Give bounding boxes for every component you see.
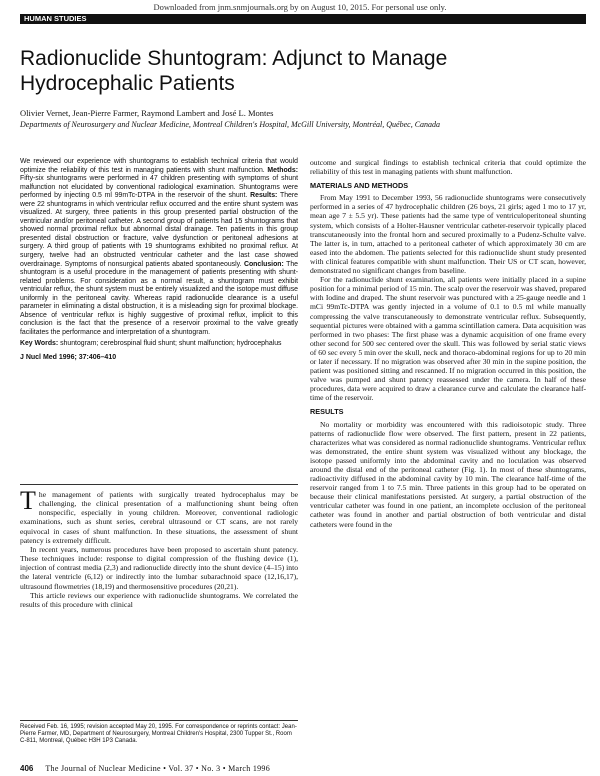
keywords-text: shuntogram; cerebrospinal fluid shunt; shunt malfunction; hydrocephalus <box>60 340 282 348</box>
materials-heading: MATERIALS AND METHODS <box>310 181 409 191</box>
abstract <box>20 158 298 363</box>
introduction <box>20 486 298 609</box>
footnote: Received Feb. 16, 1995; revision accepted May 20, 1995. For correspondence or reprints contact: Jean-Pierre Farmer, MD, Department of Neurosurgery, Montreal Children's Hospital, 2300 Tupper St., Room C-811, Montreal, Québec H3H 1P3 Canada. <box>20 720 298 746</box>
methods-paragraph-2: For the radionuclide shunt examination, all patients were initially placed in a supine position for a minimal period of 15 min. The scalp over the reservoir was shaved, prepared with Iodine and draped. The shunt reservoir was punctured with a 25-gauge needle and 1 mCi 99mTc-DTPA was gently injected in a volume of 0.1 to 0.5 ml while manually compressing the valve transcutaneously to demonstrate ventricular reflux. Subsequently, sequential pictures were obtained with a gamma scintillation camera. Data acquisition was performed in two phases: The first phase was a dynamic acquisition of one frame every other second for 500 sec centered over the skull. This was followed by serial static views of 60 sec every 5 min over the skull, neck and thoraco-abdominal regions for up to 20 min or later if necessary. If no migration was observed after 30 min in the supine position, the patient was positioned sitting and rescanned. If no migration occurred in this position, the valve was pumped and shunt patency reassessed under the camera. In half of these procedures, data were acquired to draw a clearance curve and calculate the clearance half-time of the reservoir. <box>310 275 586 403</box>
authors: Olivier Vernet, Jean-Pierre Farmer, Raymond Lambert and José L. Montes <box>20 108 274 118</box>
intro-paragraph-1: he management of patients with surgically treated hydrocephalus may be challenging, the clinical presentation of a malfunctioning shunt being often nonspecific, especially in young children. Moreover, conventional radiologic examinations, such as shunt series, cerebral ultrasound or CT scans, are not rarely equivocal in cases of shunt malfunction. In these situations, the assessment of shunt patency is extremely difficult. <box>20 490 298 545</box>
abstract-conclusion-label: Conclusion: <box>243 260 284 268</box>
abstract-methods-label: Methods: <box>267 166 299 174</box>
keywords-label: Key Words: <box>20 340 59 348</box>
abstract-conclusion: The shuntogram is a useful procedure in the management of patients presenting with shunt-related problems. For consideration as a normal result, a shuntogram must exhibit ventricular reflux, the shunt system must be entirely visualized and the isotope must diffuse uniformly in the peritoneal cavity. Whereas rapid radionuclide clearance is a useful parameter in eliminating a distal obstruction, it is a misleading sign for proximal blockage. Absence of ventricular reflux is highly suggestive of proximal reflux, implicit to this conclusion is the fact that the presence of a reservoir proximal to the valve greatly facilitates the performance and interpretation of a shuntogram. <box>20 260 298 336</box>
intro-paragraph-3: This article reviews our experience with radionuclide shuntograms. We correlated the results of this procedure with clinical <box>20 590 298 609</box>
page-footer <box>20 764 586 773</box>
section-label: HUMAN STUDIES <box>20 14 586 24</box>
abstract-results-label: Results: <box>250 192 278 200</box>
citation: J Nucl Med 1996; 37:406–410 <box>20 354 117 362</box>
intro-paragraph-2: In recent years, numerous procedures have been proposed to ascertain shunt patency. These techniques include: response to digital compression of the flushing device (1), injection of contrast media (2,3) and radionuclide directly into the shunt device (4–15) into the lateral ventricle (6,12) or indirectly into the lumbar subarachnoid space (12,16,17), ultrasound flowmetries (18,19) and thermosensitive procedures (20,21). <box>20 544 298 591</box>
intro-continued: outcome and surgical findings to establish technical criteria that could optimize the reliability of this test in managing patients with shunt malfunction. <box>310 158 586 177</box>
affiliation: Departments of Neurosurgery and Nuclear Medicine, Montreal Children's Hospital, McGill University, Montréal, Québec, Canada <box>20 120 441 129</box>
keywords <box>20 340 298 349</box>
right-column <box>310 158 586 529</box>
page-title: Radionuclide Shuntogram: Adjunct to Manage Hydrocephalic Patients <box>20 47 448 95</box>
drop-cap: T <box>20 486 36 515</box>
results-heading: RESULTS <box>310 407 344 417</box>
journal-name: The Journal of Nuclear Medicine • Vol. 37 • No. 3 • March 1996 <box>45 764 271 773</box>
results-paragraph-1: No mortality or morbidity was encountered with this radioisotopic study. Three patterns of radionuclide flow were observed. The first pattern, present in 22 patients, characterizes what was considered as normal radionuclide shuntograms. Ventricular reflux was demonstrated, the entire shunt system was visualized without any blockage, the isotope passed uniformly into the abdominal cavity and no loculation was observed around the distal end of the peritoneal catheter (Fig. 1). In most of these shuntograms, radioactivity diffused in the abdominal cavity by 10 min. The clearance half-time of the reservoir ranged from 1 to 7.5 min. Three patients in this group had to be operated on because their clinical manifestations persisted. At surgery, a partial obstruction of the ventricular catheter was found in one patient, an incomplete occlusion of the peritoneal catheter was found in another and partial obstruction of both ventricular and distal catheters were found in the <box>310 419 586 529</box>
download-header: Downloaded from jnm.snmjournals.org by on August 10, 2015. For personal use only. <box>153 2 447 12</box>
methods-paragraph-1: From May 1991 to December 1993, 56 radionuclide shuntograms were consecutively performed in a series of 47 hydrocephalic children (26 boys, 21 girls; aged 1 mo to 17 yr, mean age 7 ± 5.5 yr). These patients had the same type of ventriculoperitoneal shunting system, which consists of a Holter-Hausner ventricular catheter-reservoir typically placed transcutaneously into the frontal horn and secured proximally to a Pudenz-Schulte valve. The latter is, in turn, attached to a peritoneal catheter of which approximately 30 cm are eased into the abdomen. The patients selected for this radionuclide shunt study presented with clinical features compatible with shunt malfunction. Their US or CT scan, however, demonstrated no significant changes from baseline. <box>310 193 586 276</box>
abstract-results: There were 22 shuntograms in which ventricular reflux occurred and the entire shunt system was visualized. At surgery, three patients in this group presented partial obstruction of the ventricular and/or peritoneal catheter. A second group of patients had 15 shuntograms that showed normal proximal reflux but abnormal distal drainage. Ten patients in this group presented distal obstruction or fracture, valve dysfunction or peritoneal adhesions at surgery. A third group of patients with 19 shuntograms exhibited no proximal reflux. At surgery, twelve had an obstructed ventricular catheter and the last case showed overdrainage. Symptoms of nonsurgical patients abated spontaneously. <box>20 192 299 268</box>
page-number: 406 <box>20 764 34 773</box>
abstract-divider <box>20 484 298 485</box>
abstract-methods: Fifty-six shuntograms were performed in 47 children presenting with symptoms of shunt malfunction not elucidated by conventional radiological examination. Shuntograms were performed by injecting 0.5 ml 99mTc-DTPA in the reservoir of the shunt. <box>20 175 298 200</box>
abstract-intro: We reviewed our experience with shuntograms to establish technical criteria that would optimize the reliability of this test in managing patients with shunt malfunction. <box>20 158 298 174</box>
